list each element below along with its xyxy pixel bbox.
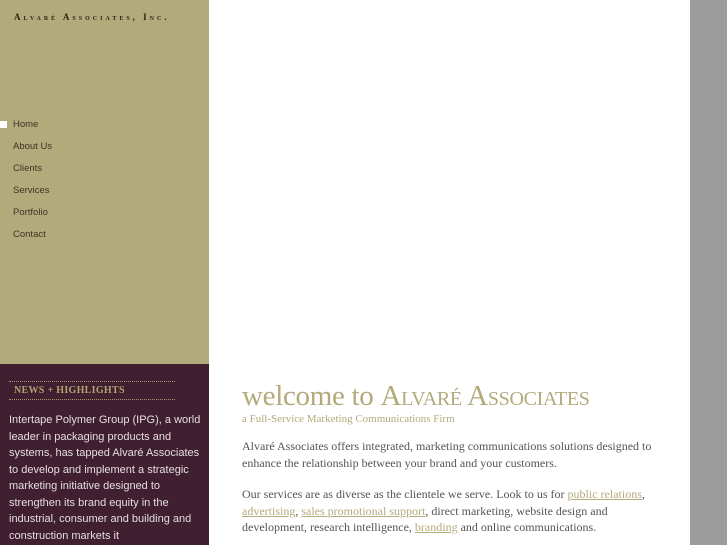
services-text: Our services are as diverse as the clientele we serve. Look to us for	[242, 487, 568, 501]
services-paragraph	[242, 486, 672, 536]
nav-home[interactable]: Home	[0, 118, 209, 140]
nav-services[interactable]: Services	[13, 185, 50, 196]
welcome-company: Alvaré Associates	[380, 380, 590, 412]
nav-about-us[interactable]: About Us	[13, 141, 53, 152]
sidebar	[0, 0, 209, 364]
news-text: Intertape Polymer Group (IPG), a world leader in packaging products and systems, has tapped Alvaré Associates to develop and implement a strategic marketing initiative designed to strengthen its brand equity in the industrial, consumer and building and construction markets it	[9, 414, 201, 542]
link-advertising[interactable]: advertising	[242, 503, 296, 518]
separator: ,	[295, 503, 302, 518]
link-sales-promotional-support[interactable]: sales promotional support	[301, 503, 426, 518]
tagline: a Full-Service Marketing Communications Firm	[242, 413, 455, 425]
welcome-heading	[242, 380, 590, 413]
link-public-relations[interactable]: public relations	[567, 487, 642, 501]
news-panel	[0, 364, 209, 545]
nav-contact[interactable]: Contact	[13, 229, 46, 240]
news-heading: NEWS + HIGHLIGHTS	[9, 381, 175, 400]
main-nav	[0, 118, 209, 250]
link-branding[interactable]: branding	[414, 520, 458, 534]
company-logo[interactable]: Alvaré Associates, Inc.	[14, 12, 170, 22]
nav-clients[interactable]: Clients	[13, 163, 43, 174]
right-gutter	[690, 0, 727, 545]
services-text: and online communications.	[457, 520, 597, 534]
intro-paragraph: Alvaré Associates offers integrated, marketing communications solutions designed to enhance the relationship between your brand and your customers.	[242, 439, 652, 470]
welcome-prefix: welcome to	[242, 380, 381, 412]
services-text: , direct marketing, website design and development, research intelligence,	[242, 503, 608, 534]
nav-portfolio[interactable]: Portfolio	[13, 207, 48, 218]
separator: ,	[641, 487, 645, 501]
